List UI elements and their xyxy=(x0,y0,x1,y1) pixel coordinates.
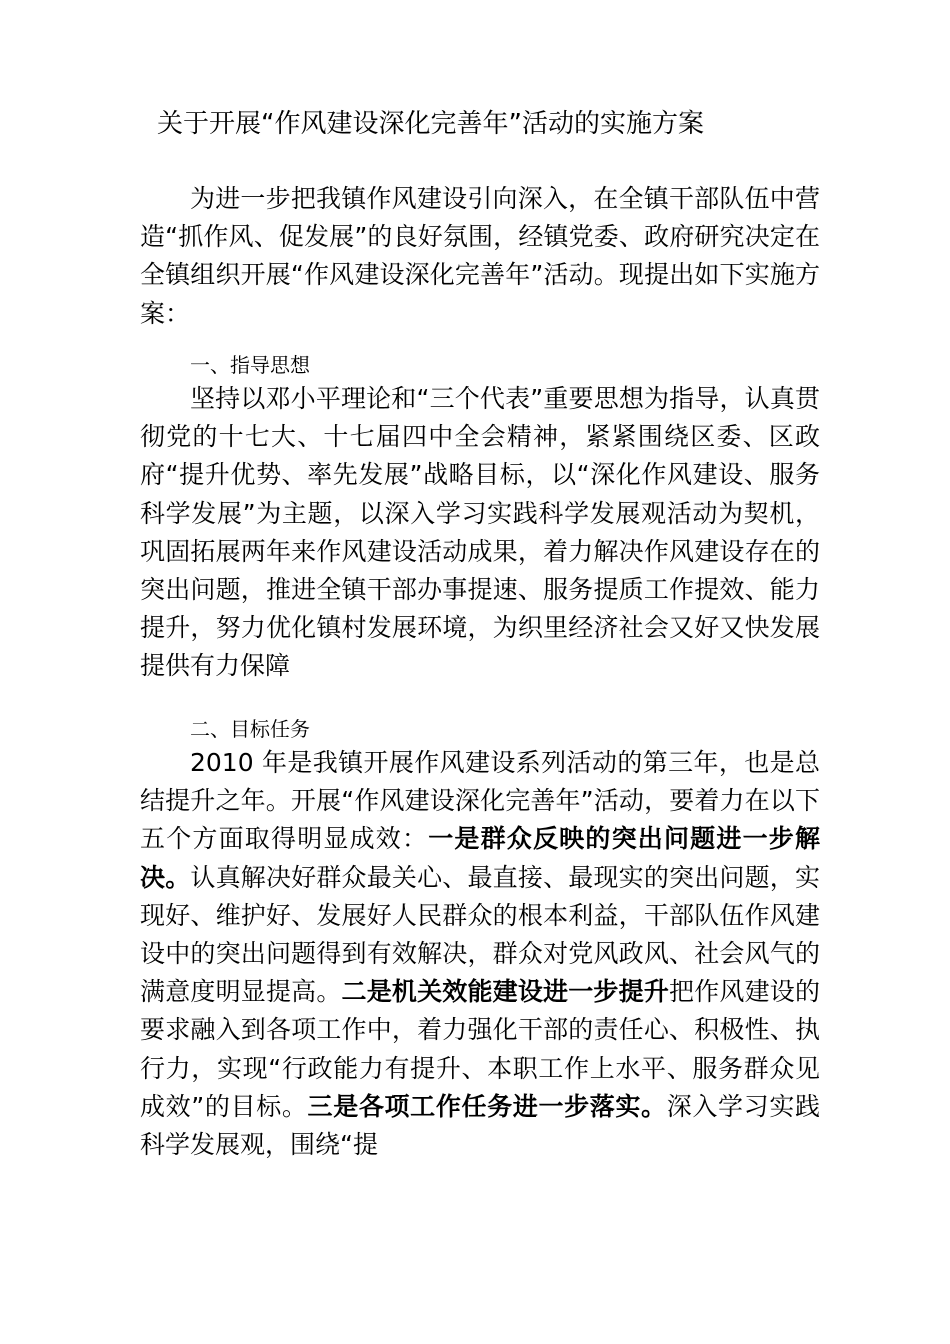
section-heading-guiding-ideology: 一、指导思想 xyxy=(190,353,310,377)
goals-tasks-paragraph xyxy=(140,744,820,1164)
goals-text-segment: 深入学习实践科学发展观，围绕“提 xyxy=(140,1091,820,1160)
goals-text-segment: 认真解决好群众最关心、最直接、最现实的突出问题，实现好、维护好、发展好人民群众的根本利益，干部队伍作风建设中的突出问题得到有效解决，群众对党风政风、社会风气的满意度明显提高。 xyxy=(140,862,820,1007)
goals-text-segment: 把作风建设的要求融入到各项工作中，着力强化干部的责任心、积极性、执行力，实现“行政能力有提升、本职工作上水平、服务群众见成效”的目标。 xyxy=(140,977,820,1121)
section-heading-goals-tasks: 二、目标任务 xyxy=(190,717,310,741)
document-title: 关于开展“作风建设深化完善年”活动的实施方案 xyxy=(157,109,704,139)
intro-paragraph: 为进一步把我镇作风建设引向深入，在全镇干部队伍中营造“抓作风、促发展”的良好氛围，经镇党委、政府研究决定在全镇组织开展“作风建设深化完善年”活动。现提出如下实施方案： xyxy=(140,184,820,328)
goal-two-emphasis: 二是机关效能建设进一步提升 xyxy=(341,977,670,1007)
goals-text-segment: 2010 年是我镇开展作风建设系列活动的第三年，也是总结提升之年。开展“作风建设深化完善年”活动，要着力在以下五个方面取得明显成效： xyxy=(140,748,820,854)
goal-three-emphasis: 三是各项工作任务进一步落实。 xyxy=(307,1091,667,1121)
goal-one-emphasis: 一是群众反映的突出问题进一步解决。 xyxy=(140,824,820,892)
guiding-ideology-paragraph: 坚持以邓小平理论和“三个代表”重要思想为指导，认真贯彻党的十七大、十七届四中全会精神，紧紧围绕区委、区政府“提升优势、率先发展”战略目标，以“深化作风建设、服务科学发展”为主题，以深入学习实践科学发展观活动为契机，巩固拓展两年来作风建设活动成果，着力解决作风建设存在的突出问题，推进全镇干部办事提速、服务提质工作提效、能力提升，努力优化镇村发展环境，为织里经济社会又好又快发展提供有力保障 xyxy=(140,384,820,681)
